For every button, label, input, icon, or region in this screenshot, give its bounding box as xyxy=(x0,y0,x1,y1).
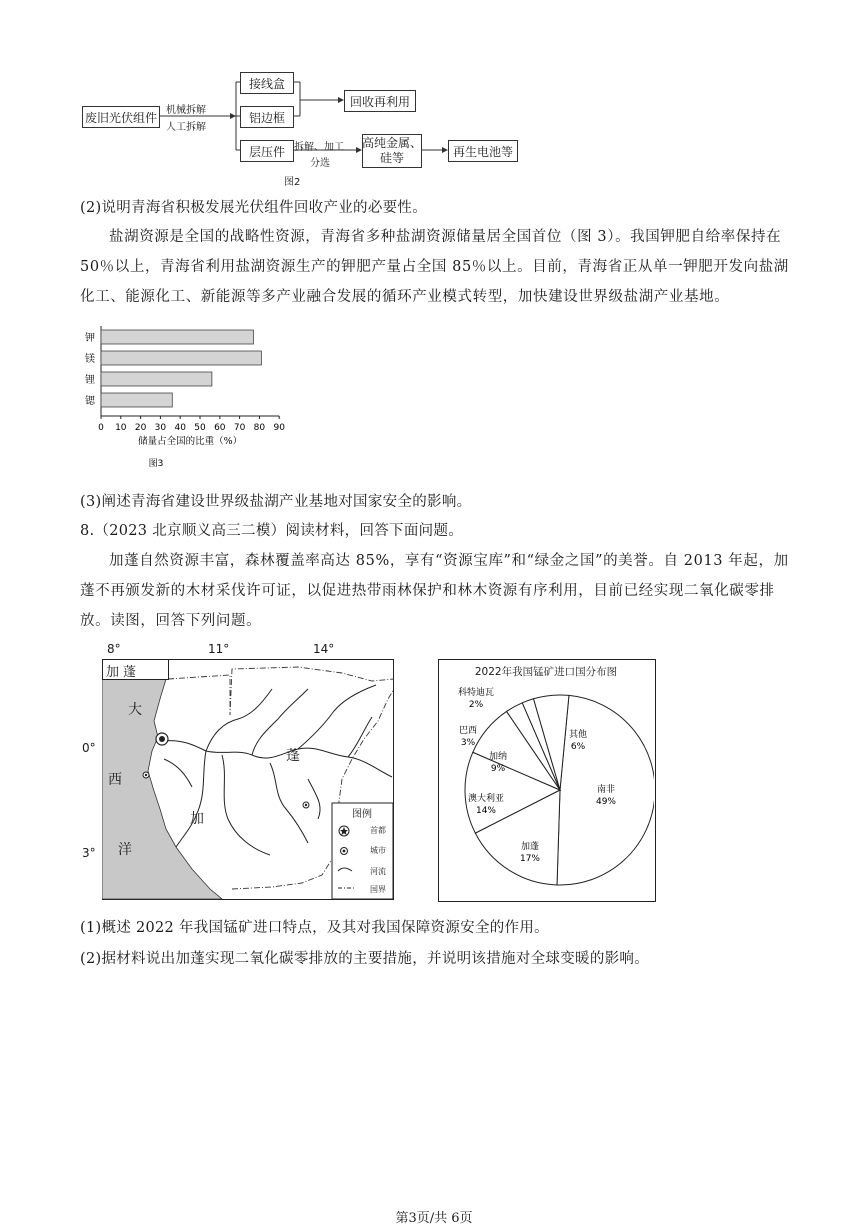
map-tick-11: 11° xyxy=(208,642,230,656)
bar-2 xyxy=(101,372,212,386)
figure3-bar-chart xyxy=(70,322,320,482)
figure3-caption: 图3 xyxy=(148,459,164,469)
pie-title: 2022年我国锰矿进口国分布图 xyxy=(474,666,618,678)
ocean-label-2: 西 xyxy=(108,772,122,788)
pie-label-2: 澳大利亚 xyxy=(467,794,505,804)
pie-pct-6: 6% xyxy=(570,742,586,752)
bar-category-3: 锶 xyxy=(85,396,95,407)
legend-title: 图例 xyxy=(352,809,372,820)
pie-label-4: 巴西 xyxy=(458,726,478,736)
bar-category-2: 锂 xyxy=(85,375,95,386)
bar-0 xyxy=(101,330,253,344)
question-3: (3)阐述青海省建设世界级盐湖产业基地对国家安全的影响。 xyxy=(80,494,472,510)
pie-label-0: 南非 xyxy=(596,785,616,795)
pie-pct-4: 3% xyxy=(460,738,476,748)
tick-label-3: 30 xyxy=(154,423,167,433)
pie-pct-5: 2% xyxy=(468,700,484,710)
pie-pct-0: 49% xyxy=(595,797,617,807)
pie-pct-2: 14% xyxy=(475,806,497,816)
flow-box-metal xyxy=(362,134,422,168)
flow-box-junction: 接线盒 xyxy=(240,72,294,94)
flow-box-frame: 铝边框 xyxy=(240,106,294,128)
country-label-1: 蓬 xyxy=(286,748,300,764)
legend-city: 城市 xyxy=(370,846,386,855)
question-2: (2)说明青海省积极发展光伏组件回收产业的必要性。 xyxy=(80,200,428,216)
pie-label-6: 其他 xyxy=(568,730,588,740)
flow-process2: 分选 xyxy=(310,158,330,169)
bar-3 xyxy=(101,393,172,407)
tick-label-5: 50 xyxy=(194,423,206,433)
pie-label-1: 加蓬 xyxy=(520,842,540,852)
question-8-header: 8.（2023 北京顺义高三二模）阅读材料，回答下面问题。 xyxy=(80,523,464,539)
flowchart-lines xyxy=(0,0,868,190)
bar-category-0: 钾 xyxy=(85,333,95,344)
bar-category-1: 镁 xyxy=(85,354,95,365)
sub-question-1: (1)概述 2022 年我国锰矿进口特点，及其对我国保障资源安全的作用。 xyxy=(80,920,549,936)
paragraph-salt-lake: 盐湖资源是全国的战略性资源，青海省多种盐湖资源储量居全国首位（图 3）。我国钾肥自给率保持在 50％以上，青海省利用盐湖资源生产的钾肥产量占全国 85％以上。目前，青海省正从单一钾肥开发向盐湖化工、能源化工、新能源等多产业融合发展的循环产业模式转型，加快建设世界级盐湖产业基地。 xyxy=(80,229,789,305)
legend-capital: 首都 xyxy=(370,826,386,835)
pie-pct-3: 9% xyxy=(490,764,506,774)
map-tick-0: 0° xyxy=(82,741,96,755)
figure2-caption: 图2 xyxy=(284,177,301,188)
ocean-label-3: 洋 xyxy=(118,842,132,858)
country-label-2: 加 xyxy=(190,811,204,827)
tick-label-2: 20 xyxy=(134,423,147,433)
map-tick-8: 8° xyxy=(107,642,121,656)
sub-question-2: (2)据材料说出加蓬实现二氧化碳零排放的主要措施，并说明该措施对全球变暖的影响。 xyxy=(80,951,650,967)
tick-label-8: 80 xyxy=(253,423,266,433)
tick-label-6: 60 xyxy=(214,423,226,433)
flow-box-recycle: 回收再利用 xyxy=(344,90,416,112)
flow-box-source: 废旧光伏组件 xyxy=(82,106,160,128)
map-canvas xyxy=(102,659,394,900)
flow-box-laminate: 层压件 xyxy=(240,140,294,162)
bar-xlabel: 储量占全国的比重（%） xyxy=(138,436,243,447)
tick-label-1: 10 xyxy=(115,423,127,433)
paragraph-gabon: 加蓬自然资源丰富，森林覆盖率高达 85%，享有“资源宝库”和“绿金之国”的美誉。自 2013 年起，加蓬不再颁发新的木材采伐许可证，以促进热带雨林保护和林木资源有序利用，目前已经实现二氧化碳零排放。读图，回答下列问题。 xyxy=(80,553,789,629)
page-footer: 第3页/共 6页 xyxy=(395,1211,473,1226)
tick-label-7: 70 xyxy=(233,423,246,433)
tick-label-9: 90 xyxy=(273,423,285,433)
flow-metal-line1: 高纯金属、 xyxy=(362,136,423,150)
flow-process1: 拆解、加工 xyxy=(294,142,344,153)
map-title: 加蓬 xyxy=(106,665,141,680)
map-tick-14: 14° xyxy=(313,642,335,656)
tick-label-4: 40 xyxy=(174,423,186,433)
legend-river: 河流 xyxy=(370,867,386,876)
flow-metal-line2: 硅等 xyxy=(379,151,404,165)
pie-pct-1: 17% xyxy=(519,854,541,864)
ocean-label-1: 大 xyxy=(128,702,142,718)
legend-border: 国界 xyxy=(370,885,386,894)
pie-label-5: 科特迪瓦 xyxy=(457,688,495,698)
tick-label-0: 0 xyxy=(98,423,104,433)
flow-method2: 人工拆解 xyxy=(166,122,206,133)
flow-box-battery: 再生电池等 xyxy=(448,140,518,162)
pie-label-3: 加纳 xyxy=(488,752,508,762)
bar-1 xyxy=(101,351,261,365)
pie-chart xyxy=(438,659,654,900)
map-tick-3: 3° xyxy=(82,846,96,860)
flow-method1: 机械拆解 xyxy=(166,105,206,116)
